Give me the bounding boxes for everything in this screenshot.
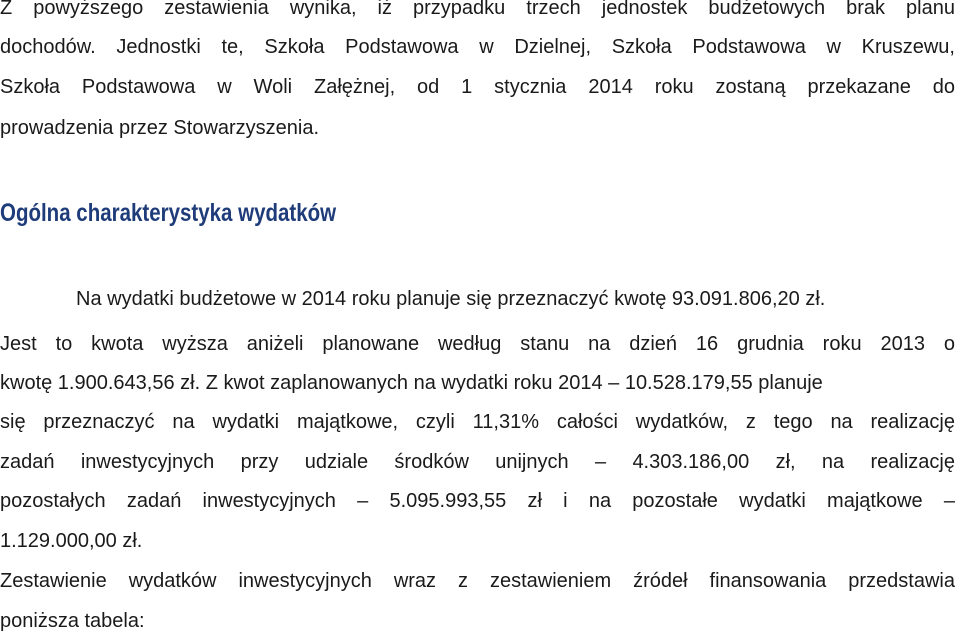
body-line-8: Zestawienie wydatków inwestycyjnych wraz z zestawieniem źródeł finansowania przedstawia — [0, 570, 955, 592]
intro-line-4: prowadzenia przez Stowarzyszenia. — [0, 117, 320, 139]
body-line-4: się przeznaczyć na wydatki majątkowe, czyli 11,31% całości wydatków, z tego na realizację — [0, 411, 955, 433]
body-line-5: zadań inwestycyjnych przy udziale środków unijnych – 4.303.186,00 zł, na realizację — [0, 451, 955, 473]
intro-line-2: dochodów. Jednostki te, Szkoła Podstawowa w Dzielnej, Szkoła Podstawowa w Kruszewu, — [0, 36, 955, 58]
body-line-2: Jest to kwota wyższa aniżeli planowane według stanu na dzień 16 grudnia roku 2013 o — [0, 333, 955, 355]
intro-line-1: Z powyższego zestawienia wynika, iż przypadku trzech jednostek budżetowych brak planu — [0, 0, 955, 19]
body-line-7: 1.129.000,00 zł. — [0, 530, 143, 552]
section-heading: Ogólna charakterystyka wydatków — [0, 199, 337, 227]
intro-line-3: Szkoła Podstawowa w Woli Załężnej, od 1 stycznia 2014 roku zostaną przekazane do — [0, 76, 955, 98]
body-line-3: kwotę 1.900.643,56 zł. Z kwot zaplanowanych na wydatki roku 2014 – 10.528.179,55 planuje — [0, 372, 823, 394]
body-line-6: pozostałych zadań inwestycyjnych – 5.095.993,55 zł i na pozostałe wydatki majątkowe – — [0, 490, 955, 512]
body-line-9: poniższa tabela: — [0, 610, 145, 632]
body-line-1: Na wydatki budżetowe w 2014 roku planuje się przeznaczyć kwotę 93.091.806,20 zł. — [76, 288, 826, 310]
